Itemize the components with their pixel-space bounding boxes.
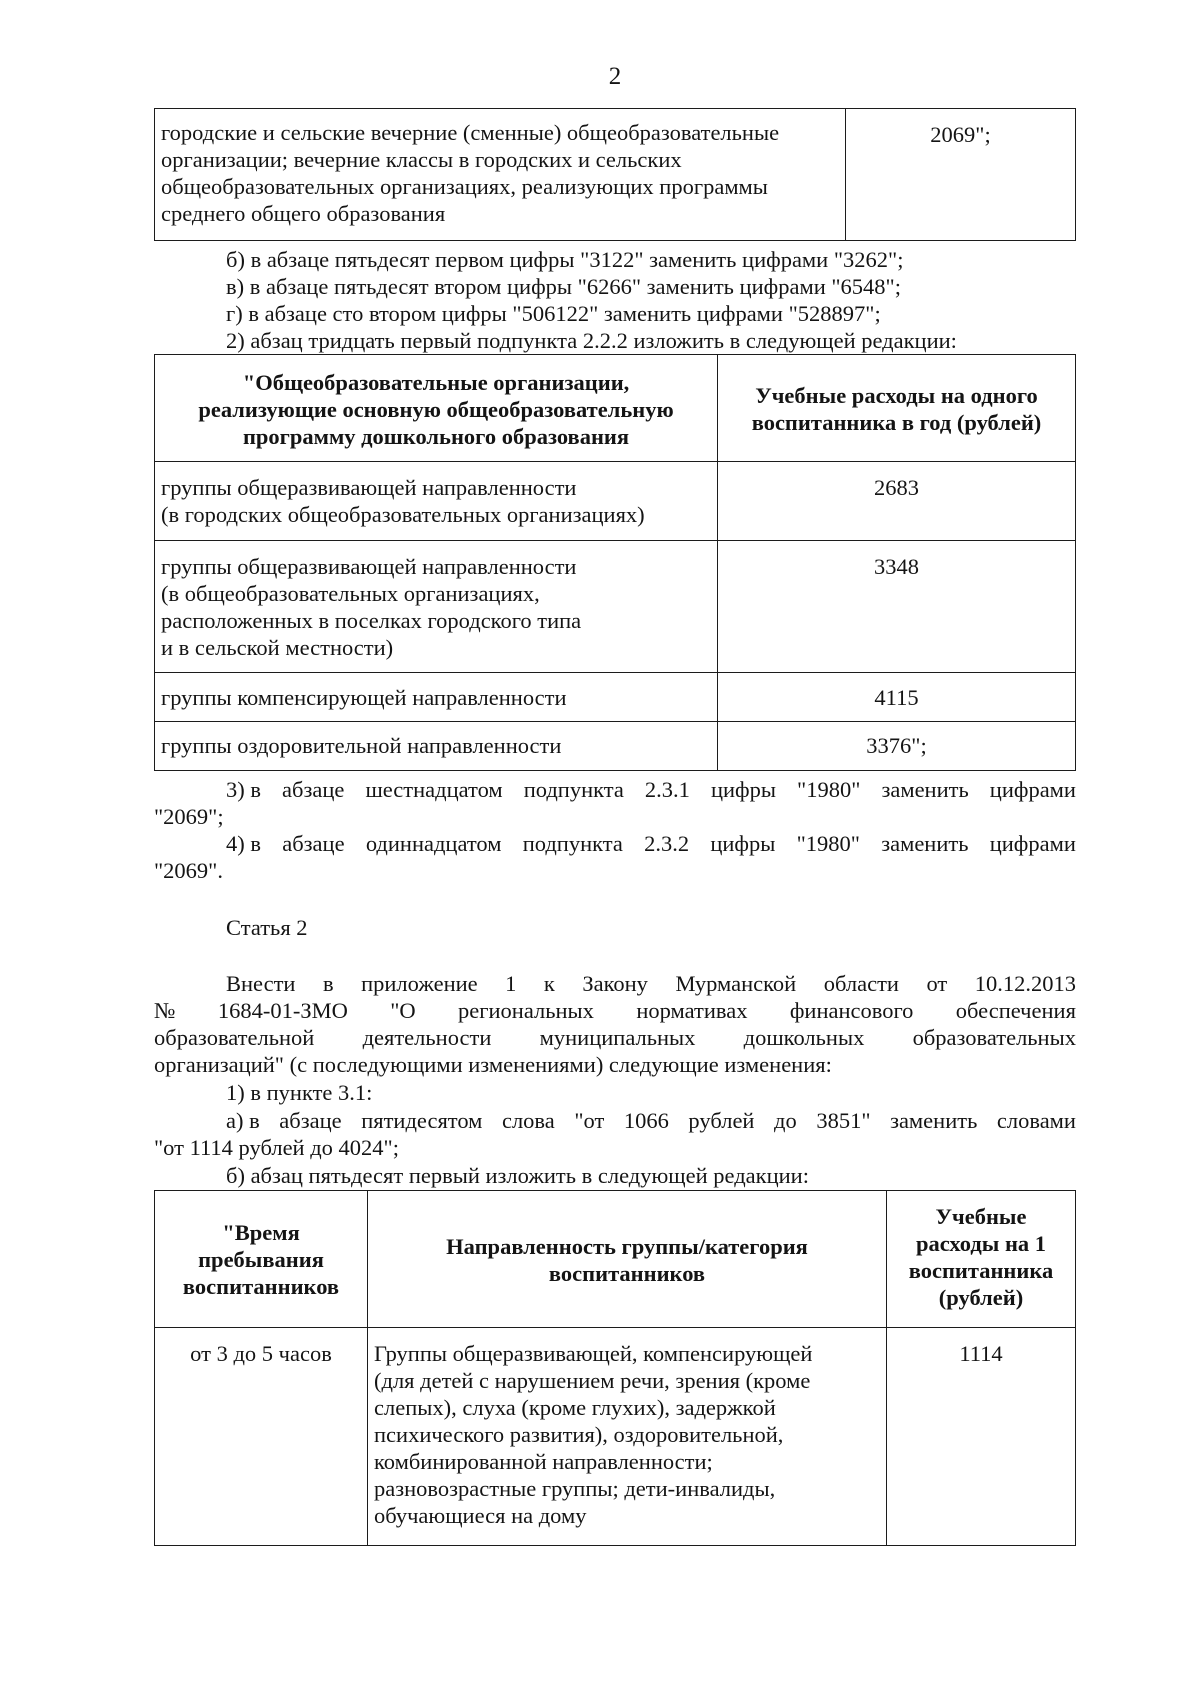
word: рублей	[688, 1108, 755, 1133]
row-label-cell	[155, 541, 718, 673]
word: образовательной	[154, 1025, 315, 1050]
row-value: 4115	[874, 685, 919, 710]
table-row	[155, 541, 1076, 673]
text-line: слепых), слуха (кроме глухих), задержкой	[374, 1395, 776, 1420]
word: муниципальных	[539, 1025, 696, 1050]
cell-text	[155, 109, 845, 227]
table-preschool-expenses	[154, 354, 1076, 771]
word: региональных	[458, 998, 594, 1023]
table-header-expenses	[718, 355, 1076, 462]
word: цифрами	[989, 777, 1076, 802]
text-line: среднего общего образования	[161, 201, 446, 226]
header-line: пребывания	[198, 1247, 324, 1272]
row-text: группы оздоровительной направленности	[161, 733, 562, 758]
paragraph-item-4-tail: "2069".	[154, 858, 223, 883]
text-line: расположенных в поселках городского типа	[161, 608, 582, 633]
word: обеспечения	[955, 998, 1076, 1023]
word: области	[823, 971, 899, 996]
word: 3) в	[226, 777, 261, 802]
header-line: "Общеобразовательные организации,	[242, 370, 630, 395]
word: нормативах	[636, 998, 748, 1023]
row-label-cell	[155, 722, 718, 771]
header-text	[887, 1191, 1075, 1311]
table-header-stay-time	[155, 1191, 368, 1328]
header-line: воспитанника в год (рублей)	[751, 410, 1042, 435]
word: 4) в	[226, 831, 261, 856]
word: №	[154, 998, 176, 1023]
header-text	[368, 1191, 886, 1287]
word: шестнадцатом	[365, 777, 503, 802]
row-text	[155, 541, 717, 661]
word: от	[926, 971, 948, 996]
row-label-cell	[155, 673, 718, 722]
header-line: воспитанника	[908, 1258, 1054, 1283]
word: в	[322, 971, 334, 996]
word: заменить	[881, 777, 969, 802]
article-paragraph-line	[154, 1024, 1076, 1051]
header-line: воспитанников	[182, 1274, 340, 1299]
word: 1066	[623, 1108, 669, 1133]
table-evening-schools	[154, 108, 1076, 241]
row-text	[368, 1328, 886, 1529]
header-line: расходы на 1	[915, 1231, 1047, 1256]
header-line: Направленность группы/категория	[446, 1234, 808, 1259]
row-value-cell	[718, 462, 1076, 541]
text-line: городские и сельские вечерние (сменные) общеобразовательные	[161, 120, 780, 145]
word: 1	[505, 971, 517, 996]
value-text: 2069";	[930, 122, 991, 147]
header-line: реализующие основную общеобразовательную	[198, 397, 674, 422]
word: 3851"	[816, 1108, 871, 1133]
word: дошкольных	[743, 1025, 865, 1050]
text-line: обучающиеся на дому	[374, 1503, 587, 1528]
table-row	[155, 722, 1076, 771]
word: цифры	[710, 831, 776, 856]
text-line: Группы общеразвивающей, компенсирующей	[374, 1341, 813, 1366]
word: абзаце	[279, 1108, 342, 1133]
text-line: организации; вечерние классы в городских и сельских	[161, 147, 682, 172]
word: а) в	[226, 1108, 260, 1133]
word: Внести	[226, 971, 296, 996]
table-row	[155, 673, 1076, 722]
word: одиннадцатом	[365, 831, 502, 856]
word: абзаце	[282, 777, 345, 802]
word: "1980"	[797, 777, 861, 802]
row-description-cell	[368, 1328, 887, 1546]
text-line: общеобразовательных организациях, реализующих программы	[161, 174, 768, 199]
word: 2.3.1	[644, 777, 690, 802]
row-value-cell	[718, 722, 1076, 771]
row-value-cell	[718, 541, 1076, 673]
text-line: группы общеразвивающей направленности	[161, 554, 577, 579]
table-cell-category	[155, 109, 846, 241]
word: "от	[574, 1108, 605, 1133]
word: 2.3.2	[644, 831, 690, 856]
header-line: программу дошкольного образования	[242, 424, 630, 449]
word: образовательных	[912, 1025, 1076, 1050]
word: цифрами	[989, 831, 1076, 856]
row-value-cell	[887, 1328, 1076, 1546]
row-time-cell	[155, 1328, 368, 1546]
text-line: и в сельской местности)	[161, 635, 394, 660]
table-header-expenses	[887, 1191, 1076, 1328]
article-paragraph-line: организаций" (с последующими изменениями) следующие изменения:	[154, 1052, 832, 1077]
row-value: 1114	[959, 1341, 1003, 1366]
paragraph-item-g: г) в абзаце сто втором цифры "506122" заменить цифрами "528897";	[226, 301, 881, 326]
word: заменить	[881, 831, 969, 856]
word: 10.12.2013	[974, 971, 1076, 996]
row-label-cell	[155, 462, 718, 541]
word: деятельности	[362, 1025, 492, 1050]
header-line: воспитанников	[548, 1261, 706, 1286]
text-line: (в городских общеобразовательных организациях)	[161, 502, 645, 527]
header-line: "Время	[222, 1220, 300, 1245]
table-row	[155, 1328, 1076, 1546]
row-time: от 3 до 5 часов	[190, 1341, 332, 1366]
word: Мурманской	[675, 971, 797, 996]
header-line: Учебные	[935, 1204, 1027, 1229]
article-title: Статья 2	[226, 915, 308, 940]
text-line: (для детей с нарушением речи, зрения (кроме	[374, 1368, 811, 1393]
paragraph-item-3	[226, 776, 1076, 803]
table-stay-time-expenses	[154, 1190, 1076, 1546]
row-text	[155, 462, 717, 528]
row-text: группы компенсирующей направленности	[161, 685, 567, 710]
header-line: (рублей)	[938, 1285, 1024, 1310]
header-line: Учебные расходы на одного	[755, 383, 1038, 408]
word: 1684-01-ЗМО	[217, 998, 348, 1023]
paragraph-item-3-1: 1) в пункте 3.1:	[226, 1080, 373, 1105]
word: к	[543, 971, 555, 996]
text-line: группы общеразвивающей направленности	[161, 475, 577, 500]
word: приложение	[361, 971, 478, 996]
word: финансового	[789, 998, 914, 1023]
table-header-organizations	[155, 355, 718, 462]
word: цифры	[710, 777, 776, 802]
word: заменить	[890, 1108, 978, 1133]
word: слова	[501, 1108, 555, 1133]
paragraph-item-b2: б) абзац пятьдесят первый изложить в следующей редакции:	[226, 1163, 809, 1188]
paragraph-item-b: б) в абзаце пятьдесят первом цифры "3122" заменить цифрами "3262";	[226, 247, 904, 272]
table-cell-value	[846, 109, 1076, 241]
header-text	[155, 355, 717, 450]
text-line: психического развития), оздоровительной,	[374, 1422, 784, 1447]
table-header-group-focus	[368, 1191, 887, 1328]
header-text	[718, 355, 1075, 436]
header-text	[155, 1191, 367, 1300]
word: "1980"	[796, 831, 860, 856]
row-value: 3376";	[866, 733, 927, 758]
word: подпункта	[522, 831, 623, 856]
text-line: комбинированной направленности;	[374, 1449, 713, 1474]
paragraph-item-v: в) в абзаце пятьдесят втором цифры "6266" заменить цифрами "6548";	[226, 274, 901, 299]
row-value: 2683	[874, 475, 919, 500]
text-line: разновозрастные группы; дети-инвалиды,	[374, 1476, 776, 1501]
word: пятидесятом	[361, 1108, 483, 1133]
word: "О	[390, 998, 416, 1023]
row-value: 3348	[874, 554, 919, 579]
word: словами	[996, 1108, 1076, 1133]
article-paragraph-line	[226, 970, 1076, 997]
word: абзаце	[282, 831, 345, 856]
word: Закону	[582, 971, 648, 996]
paragraph-item-a-tail: "от 1114 рублей до 4024";	[154, 1135, 399, 1160]
table-row	[155, 462, 1076, 541]
paragraph-item-4	[226, 830, 1076, 857]
word: до	[774, 1108, 797, 1133]
word: подпункта	[523, 777, 624, 802]
paragraph-item-a	[226, 1107, 1076, 1134]
article-paragraph-line	[154, 997, 1076, 1024]
paragraph-item-3-tail: "2069";	[154, 804, 224, 829]
page-number: 2	[608, 63, 622, 90]
paragraph-item-2: 2) абзац тридцать первый подпункта 2.2.2 изложить в следующей редакции:	[226, 328, 957, 353]
text-line: (в общеобразовательных организациях,	[161, 581, 540, 606]
row-value-cell	[718, 673, 1076, 722]
